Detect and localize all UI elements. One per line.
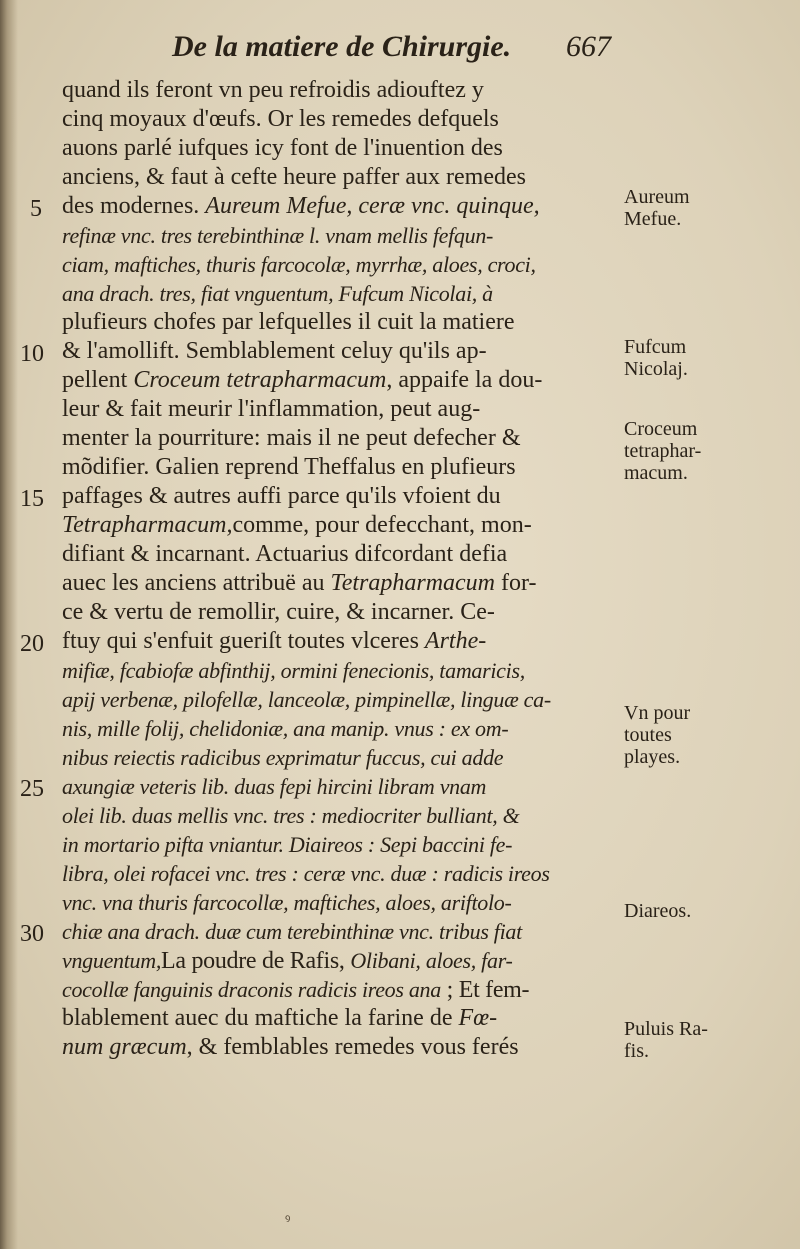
margin-note-line: fis. <box>624 1040 649 1062</box>
text-roman: for- <box>495 570 537 596</box>
text-line: difiant & incarnant. Actuarius difcordant defia <box>62 541 508 567</box>
margin-note <box>624 702 690 768</box>
text-line: nibus reiectis radicibus exprimatur fuccus, cui adde <box>62 745 504 770</box>
text-italic: Aureum Mefue, ceræ vnc. quinque, <box>205 193 540 219</box>
text-line <box>62 946 632 975</box>
text-line: libra, olei rofacei vnc. tres : ceræ vnc. duæ : radicis ireos <box>62 861 550 886</box>
margin-note-line: Mefue. <box>624 208 682 230</box>
text-line: plufieurs chofes par lefquelles il cuit la matiere <box>62 309 515 335</box>
line-number: 5 <box>30 196 42 222</box>
text-italic: cocollæ fanguinis draconis radicis ireos ana <box>62 977 441 1002</box>
margin-note-line: Puluis Ra- <box>624 1018 708 1040</box>
margin-note-line: macum. <box>624 462 688 484</box>
text-roman: comme, pour defecchant, mon- <box>232 512 532 538</box>
page-number: 667 <box>566 30 611 63</box>
text-line <box>62 627 632 656</box>
margin-note-line: Vn pour <box>624 702 691 724</box>
text-line: mõdifier. Galien reprend Theffalus en plufieurs <box>62 454 516 480</box>
text-line: ciam, maftiches, thuris farcocolæ, myrrhæ, aloes, croci, <box>62 252 536 277</box>
margin-note-line: Diareos. <box>624 900 692 922</box>
text-line: nis, mille folij, chelidoniæ, ana manip. vnus : ex om- <box>62 716 509 741</box>
text-line <box>62 975 632 1004</box>
text-line: ana drach. tres, fiat vnguentum, Fufcum Nicolai, à <box>62 281 493 306</box>
gutter-shadow <box>0 0 18 1249</box>
text-italic: Arthe- <box>424 628 487 654</box>
line-number: 20 <box>20 631 44 657</box>
text-line: menter la pourriture: mais il ne peut defecher & <box>62 425 521 451</box>
text-line: refinæ vnc. tres terebinthinæ l. vnam mellis fefqun- <box>62 223 494 248</box>
margin-note-line: Nicolaj. <box>624 358 688 380</box>
margin-note-line: playes. <box>624 746 681 768</box>
text-roman: La poudre de Rafis, <box>161 948 351 974</box>
text-line: paffages & autres auffi parce qu'ils vfoient du <box>62 483 501 509</box>
text-line: quand ils feront vn peu refroidis adiouftez y <box>62 77 484 103</box>
text-line <box>62 192 632 221</box>
line-number: 10 <box>20 341 44 367</box>
margin-note-line: Croceum <box>624 418 698 440</box>
text-roman: blablement auec du maftiche la farine de <box>62 1005 459 1031</box>
text-italic: num græcum <box>62 1034 187 1060</box>
text-roman: ; Et fem- <box>440 977 530 1003</box>
text-italic: vnguentum, <box>62 948 162 973</box>
line-number: 25 <box>20 776 44 802</box>
signature-mark: ꝰ <box>285 1212 291 1228</box>
text-roman: pellent <box>62 367 134 393</box>
text-line <box>62 1004 632 1033</box>
text-line <box>62 1033 632 1062</box>
text-line: axungiæ veteris lib. duas fepi hircini libram vnam <box>62 774 487 799</box>
text-line: anciens, & faut à cefte heure paffer aux remedes <box>62 164 526 190</box>
margin-note <box>624 1018 708 1062</box>
page-header <box>0 30 800 70</box>
text-roman: , & femblables remedes vous ferés <box>186 1034 519 1060</box>
text-italic: Fœ- <box>458 1005 498 1031</box>
margin-note <box>624 186 690 230</box>
text-line: olei lib. duas mellis vnc. tres : mediocriter bulliant, & <box>62 803 520 828</box>
text-italic: Olibani, aloes, far- <box>350 948 513 973</box>
text-line: auons parlé iufques icy font de l'inuention des <box>62 135 503 161</box>
margin-note <box>624 900 691 922</box>
text-roman: auec les anciens attribuë au <box>62 570 331 596</box>
text-roman: des modernes. <box>62 193 206 219</box>
text-line: vnc. vna thuris farcocollæ, maftiches, aloes, ariftolo- <box>62 890 512 915</box>
text-line: chiæ ana drach. duæ cum terebinthinæ vnc. tribus fiat <box>62 919 522 944</box>
text-roman: , appaife la dou- <box>386 367 543 393</box>
text-line <box>62 511 632 540</box>
text-line: leur & fait meurir l'inflammation, peut aug- <box>62 396 481 422</box>
body-text <box>62 76 632 1062</box>
text-line: ce & vertu de remollir, cuire, & incarner. Ce- <box>62 599 495 625</box>
margin-note <box>624 336 688 380</box>
margin-note-line: Aureum <box>624 186 690 208</box>
text-italic: Tetrapharmacum, <box>62 512 233 538</box>
margin-note-line: Fufcum <box>624 336 687 358</box>
line-number: 30 <box>20 921 44 947</box>
margin-note <box>624 418 701 484</box>
text-roman: ftuy qui s'enfuit gueriſt toutes vlceres <box>62 628 425 654</box>
text-line <box>62 366 632 395</box>
text-italic: Croceum tetrapharmacum <box>133 367 387 393</box>
margin-note-line: toutes <box>624 724 672 746</box>
running-title: De la matiere de Chirurgie. <box>172 30 512 63</box>
margin-note-line: tetraphar- <box>624 440 702 462</box>
text-line: & l'amollift. Semblablement celuy qu'ils ap- <box>62 338 487 364</box>
text-line <box>62 569 632 598</box>
text-italic: Tetrapharmacum <box>330 570 496 596</box>
text-line: in mortario pifta vniantur. Diaireos : Sepi baccini fe- <box>62 832 513 857</box>
line-number: 15 <box>20 486 44 512</box>
text-line: cinq moyaux d'œufs. Or les remedes defquels <box>62 106 499 132</box>
text-line: mifiæ, fcabiofæ abfinthij, ormini fenecionis, tamaricis, <box>62 658 525 683</box>
text-line: apij verbenæ, pilofellæ, lanceolæ, pimpinellæ, linguæ ca- <box>62 687 551 712</box>
